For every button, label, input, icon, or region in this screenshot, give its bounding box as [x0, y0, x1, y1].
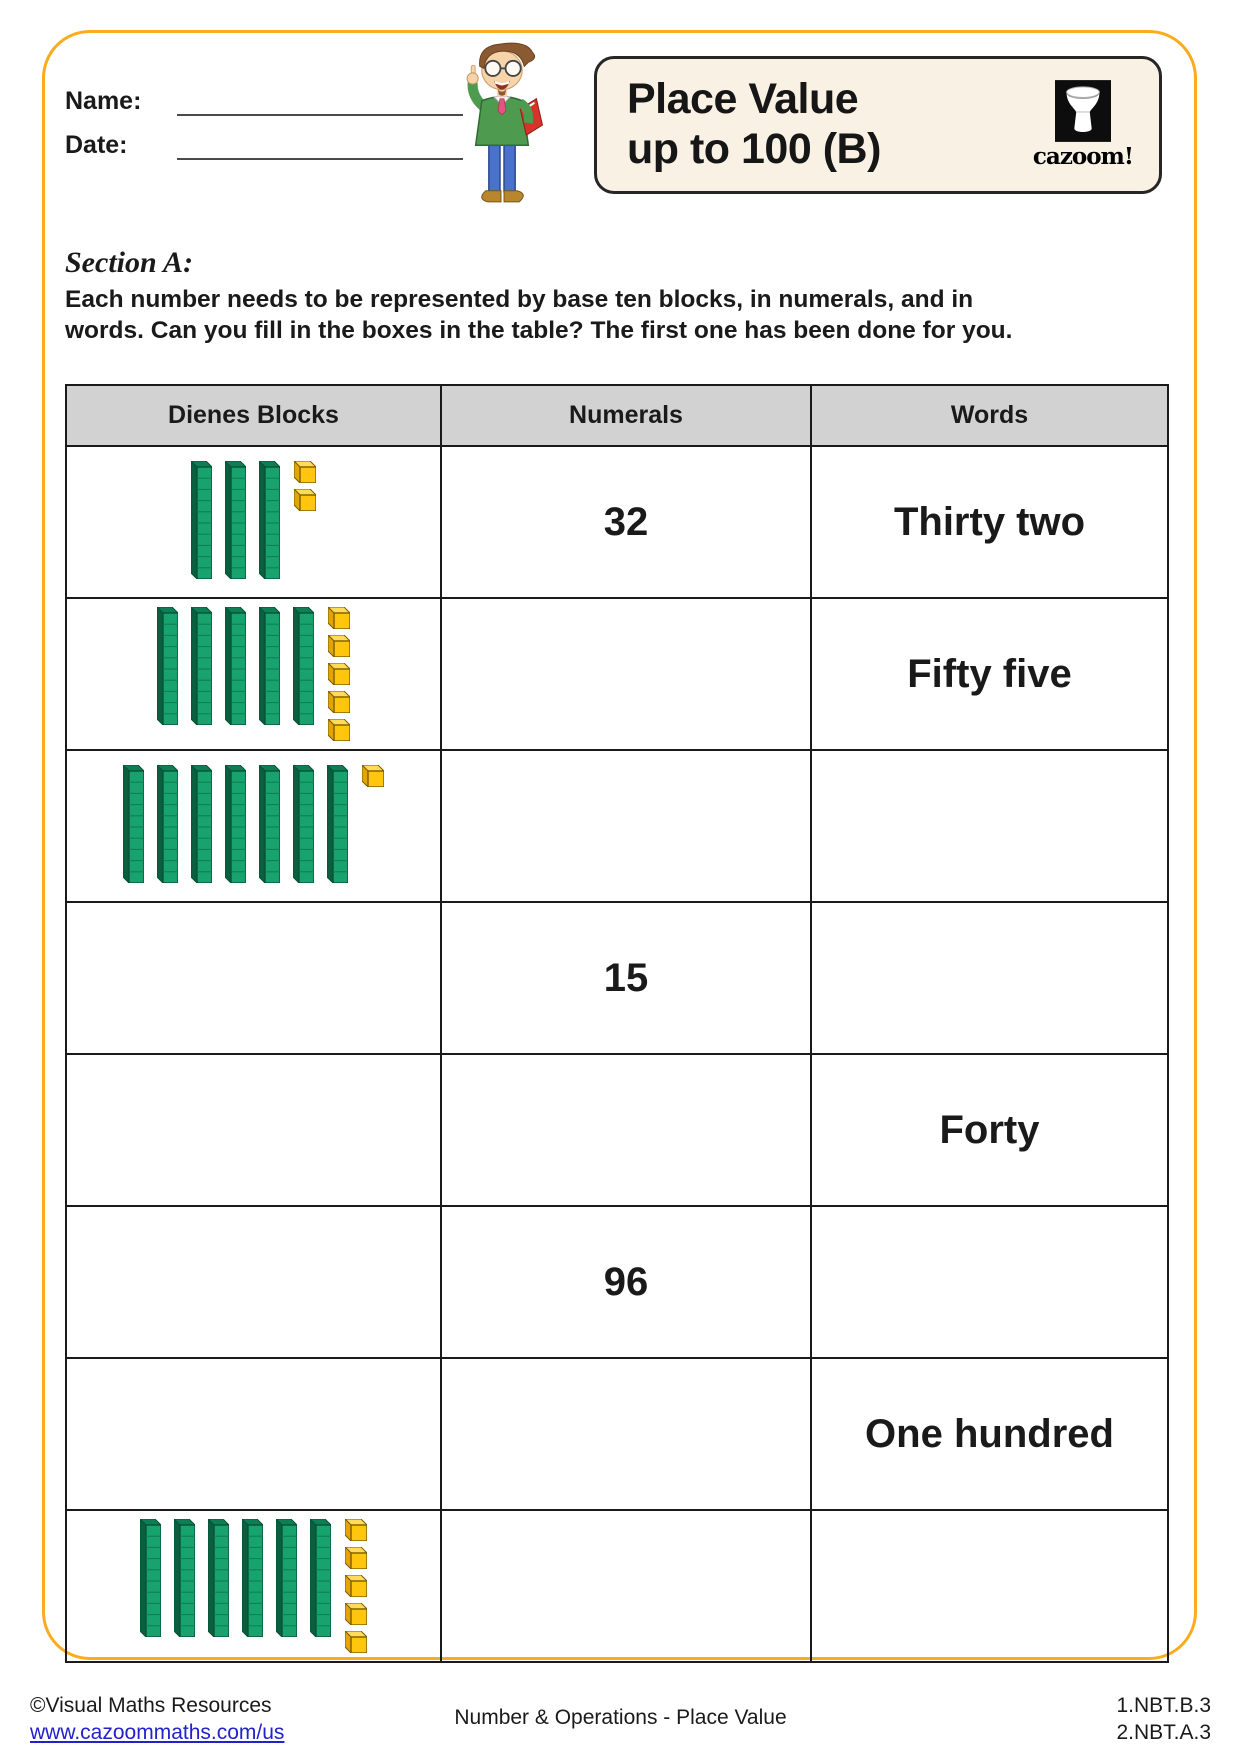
dienes-blocks-group	[191, 461, 316, 579]
table-header-row	[66, 385, 1168, 446]
words-cell[interactable]	[811, 1206, 1168, 1358]
tens-rod	[259, 461, 280, 579]
numeral-cell[interactable]	[441, 598, 811, 750]
logo-text: cazoom!	[1032, 143, 1133, 170]
words-cell: Fifty five	[811, 598, 1168, 750]
table-body	[66, 446, 1168, 1662]
ones-cube	[362, 765, 384, 787]
drum-icon	[1055, 80, 1111, 142]
column-header-numerals: Numerals	[441, 385, 811, 446]
tens-rod	[191, 765, 212, 883]
ones-cube	[328, 635, 350, 657]
words-cell[interactable]	[811, 750, 1168, 902]
name-field-row	[65, 80, 463, 116]
tens-rod	[140, 1519, 161, 1637]
tens-rods	[191, 461, 280, 579]
dienes-blocks-cell[interactable]	[66, 902, 441, 1054]
table-row	[66, 446, 1168, 598]
tens-rod	[259, 765, 280, 883]
place-value-table	[65, 384, 1169, 1663]
numeral-cell: 96	[441, 1206, 811, 1358]
column-header-dienes-blocks: Dienes Blocks	[66, 385, 441, 446]
tens-rod	[157, 607, 178, 725]
numeral-cell[interactable]	[441, 1510, 811, 1662]
title-line-1: Place Value	[627, 75, 859, 124]
footer-topic: Number & Operations - Place Value	[454, 1706, 787, 1729]
numeral-cell[interactable]	[441, 1054, 811, 1206]
title-box	[594, 56, 1162, 194]
tens-rod	[174, 1519, 195, 1637]
section-heading: Section A:	[65, 246, 194, 279]
dienes-blocks-cell[interactable]	[66, 1054, 441, 1206]
ones-cube	[328, 663, 350, 685]
cazoom-link[interactable]: www.cazoommaths.com/us	[30, 1721, 285, 1744]
tens-rod	[191, 461, 212, 579]
numeral-cell: 32	[441, 446, 811, 598]
dienes-blocks-group	[157, 607, 350, 741]
tens-rod	[225, 765, 246, 883]
tens-rod	[242, 1519, 263, 1637]
instructions	[65, 284, 1095, 346]
tens-rod	[157, 765, 178, 883]
words-cell: Forty	[811, 1054, 1168, 1206]
tens-rod	[293, 765, 314, 883]
table-row	[66, 1206, 1168, 1358]
ones-cubes	[362, 765, 384, 787]
tens-rod	[225, 607, 246, 725]
tens-rod	[191, 607, 212, 725]
tens-rod	[208, 1519, 229, 1637]
ones-cube	[345, 1603, 367, 1625]
name-date-block	[65, 80, 463, 168]
tens-rods	[157, 607, 314, 725]
ones-cubes	[294, 461, 316, 511]
date-field-row	[65, 124, 463, 160]
date-label: Date:	[65, 131, 128, 159]
words-cell: Thirty two	[811, 446, 1168, 598]
table-row	[66, 750, 1168, 902]
dienes-blocks-cell[interactable]	[66, 1358, 441, 1510]
dienes-blocks-group	[140, 1519, 367, 1653]
teacher-illustration	[436, 36, 568, 208]
dienes-blocks-group	[123, 765, 384, 883]
dienes-blocks-cell	[66, 1510, 441, 1662]
tens-rod	[259, 607, 280, 725]
name-label: Name:	[65, 87, 142, 115]
table-row	[66, 1054, 1168, 1206]
ones-cubes	[328, 607, 350, 741]
ones-cube	[345, 1547, 367, 1569]
tens-rod	[225, 461, 246, 579]
instructions-line-1: Each number needs to be represented by base ten blocks, in numerals, and in	[65, 286, 974, 313]
name-input-line[interactable]	[177, 84, 463, 116]
dienes-blocks-cell	[66, 598, 441, 750]
date-input-line[interactable]	[177, 128, 463, 160]
ones-cube	[328, 719, 350, 741]
words-cell[interactable]	[811, 1510, 1168, 1662]
tens-rod	[310, 1519, 331, 1637]
ones-cube	[328, 607, 350, 629]
ones-cubes	[345, 1519, 367, 1653]
worksheet-title	[627, 75, 881, 175]
tens-rod	[276, 1519, 297, 1637]
standard-code-1: 1.NBT.B.3	[1116, 1694, 1211, 1717]
dienes-blocks-cell[interactable]	[66, 1206, 441, 1358]
tens-rod	[123, 765, 144, 883]
table-row	[66, 598, 1168, 750]
instructions-line-2: words. Can you fill in the boxes in the table? The first one has been done for you.	[65, 317, 1013, 344]
numeral-cell[interactable]	[441, 1358, 811, 1510]
tens-rod	[327, 765, 348, 883]
numeral-cell[interactable]	[441, 750, 811, 902]
ones-cube	[345, 1631, 367, 1653]
numeral-cell: 15	[441, 902, 811, 1054]
ones-cube	[345, 1519, 367, 1541]
table-row	[66, 1358, 1168, 1510]
column-header-words: Words	[811, 385, 1168, 446]
copyright-text: ©Visual Maths Resources	[30, 1694, 272, 1717]
ones-cube	[294, 461, 316, 483]
tens-rods	[123, 765, 348, 883]
footer-standards	[1116, 1692, 1211, 1746]
words-cell[interactable]	[811, 902, 1168, 1054]
tens-rod	[293, 607, 314, 725]
dienes-blocks-cell	[66, 446, 441, 598]
ones-cube	[345, 1575, 367, 1597]
title-line-2: up to 100 (B)	[627, 125, 881, 173]
tens-rods	[140, 1519, 331, 1637]
table-row	[66, 902, 1168, 1054]
table-row	[66, 1510, 1168, 1662]
ones-cube	[328, 691, 350, 713]
dienes-blocks-cell	[66, 750, 441, 902]
standard-code-2: 2.NBT.A.3	[1116, 1721, 1211, 1744]
ones-cube	[294, 489, 316, 511]
words-cell: One hundred	[811, 1358, 1168, 1510]
cazoom-logo	[1033, 80, 1133, 170]
